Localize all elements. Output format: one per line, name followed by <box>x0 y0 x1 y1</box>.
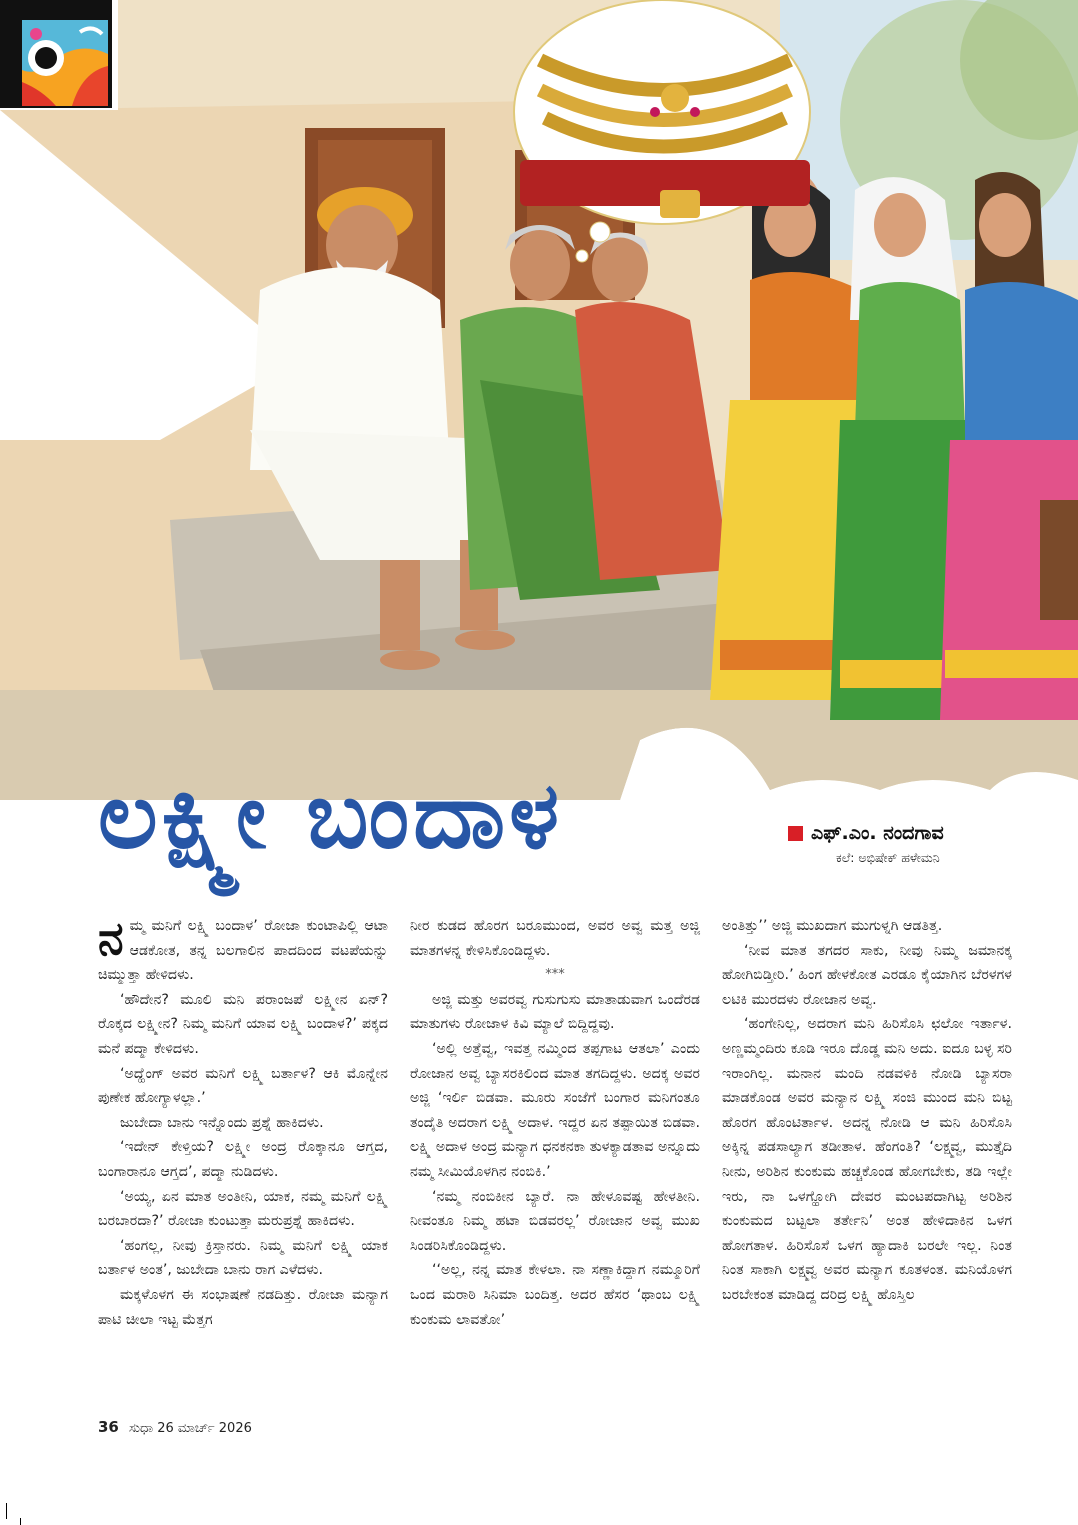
paragraph: ‘‘ಅಲ್ಲ, ನನ್ನ ಮಾತ ಕೇಳಲಾ. ನಾ ಸಣ್ಣಾಕಿದ್ದಾಗ ನಮ್ಮೂರಿಗೆ ಒಂದ ಮರಾಠಿ ಸಿನಿಮಾ ಬಂದಿತ್ತ. ಅದರ ಹೆಸರ ‘ಥಾಂಬ ಲಕ್ಷ್ಮಿ ಕುಂಕುಮ ಲಾವತೋ’ <box>410 1262 700 1328</box>
page-footer <box>98 1418 252 1436</box>
paragraph: ‘ಅಯ್ಯ, ಏನ ಮಾತ ಅಂತೀನಿ, ಯಾಕ, ನಮ್ಮ ಮನಿಗೆ ಲಕ್ಷ್ಮಿ ಬರಬಾರದಾ?’ ರೋಜಾ ಕುಂಟುತ್ತಾ ಮರುಪ್ರಶ್ನೆ ಹಾಕಿದಳು. <box>98 1188 388 1230</box>
paragraph: ಜುಬೇದಾ ಬಾನು ಇನ್ನೊಂದು ಪ್ರಶ್ನೆ ಹಾಕಿದಳು. <box>120 1114 324 1131</box>
column-2 <box>410 914 700 1332</box>
paragraph: ನೀರ ಕುಡದ ಹೊರಗ ಬರೂಮುಂದ, ಅವರ ಅವ್ವ ಮತ್ತ ಅಜ್ಜಿ ಮಾತಗಳನ್ನ ಕೇಳಿಸಿಕೊಂಡಿದ್ದಳು. <box>410 918 700 959</box>
paragraph: ‘ನಮ್ಮ ನಂಬಿಕೀನ ಬ್ಯಾರೆ. ನಾ ಹೇಳೂವಷ್ಟ ಹೇಳತೀನಿ. ನೀವಂತೂ ನಿಮ್ಮ ಹಟಾ ಬಿಡವರಲ್ಲ’ ರೋಜಾನ ಅವ್ವ ಮುಖ ಸಿಂಡರಿಸಿಕೊಂಡಿದ್ದಳು. <box>410 1188 700 1254</box>
drop-cap: ನ <box>98 911 124 965</box>
paragraph: ಅಂತಿತ್ತು’’ ಅಜ್ಜಿ ಮುಖದಾಗ ಮುಗುಳ್ನಗಿ ಆಡತಿತ್ತ. <box>722 918 943 934</box>
magazine-name: ಸುಧಾ <box>129 1421 154 1436</box>
story-title: ಲಕ್ಷ್ಮೀ ಬಂದಾಳ <box>98 762 564 869</box>
paragraph: ‘ಹಂಗಲ್ಲ, ನೀವು ಕ್ರಿಸ್ತಾನರು. ನಿಮ್ಮ ಮನಿಗೆ ಲಕ್ಷ್ಮಿ ಯಾಕ ಬರ್ತಾಳ ಅಂತ’, ಜುಬೇದಾ ಬಾನು ರಾಗ ಎಳೆದಳು. <box>98 1237 388 1279</box>
column-1 <box>98 911 388 1332</box>
paragraph: ‘ಅದ್ಹೆಂಗ್ ಅವರ ಮನಿಗೆ ಲಕ್ಷ್ಮಿ ಬರ್ತಾಳ? ಆಕಿ ಮೊನ್ನೇನ ಪುಣೇಕ ಹೋಗ್ಯಾಳಲ್ಲಾ.’ <box>98 1065 388 1107</box>
trim-mark <box>6 1503 7 1519</box>
trim-mark <box>20 1518 21 1525</box>
paragraph: ‘ಹಂಗೇನಿಲ್ಲ, ಅದರಾಗ ಮನಿ ಹಿರಿಸೊಸಿ ಛಲೋ ಇರ್ತಾಳ. ಅಣ್ಣಮ್ಮಂದಿರು ಕೂಡಿ ಇರೂ ದೊಡ್ಡ ಮನಿ ಅದು. ಐದೂ ಬಳ್ಳ ಸರಿ ಇರಾಂಗಿಲ್ಲ. ಮನಾನ ಮಂದಿ ನಡವಳಿಕಿ ನೋಡಿ ಬ್ಯಾಸರಾ ಮಾಡಕೊಂಡ ಅವರ ಮನ್ಯಾನ ಲಕ್ಷ್ಮಿ ಸಂಜಿ ಮುಂದ ಮನಿ ಬಿಟ್ಟ ಹೊರಗ ಹೊಂಟಿರ್ತಾಳ. ಅದನ್ನ ನೋಡಿ ಆ ಮನಿ ಹಿರಿಸೊಸಿ ಅಕ್ಕಿನ್ನ ಪಡಸಾಲ್ಯಾಗ ತಡೀತಾಳ. ಹೆಂಗಂತಿ? ‘ಲಕ್ಷ್ಮವ್ವ, ಮುತ್ತೈದಿ ನೀನು, ಅರಿಶಿನ ಕುಂಕುಮ ಹಚ್ಚಕೊಂಡ ಹೋಗಬೇಕು, ತಡಿ ಇಲ್ಲೇ ಇರು, ನಾ ಒಳಗ್ಹೋಗಿ ದೇವರ ಮಂಟಪದಾಗಿಟ್ಟ ಅರಿಶಿನ ಕುಂಕುಮದ ಬಟ್ಟಲಾ ತರ್ತೇನಿ’ ಅಂತ ಹೇಳಿದಾಕಿನ ಒಳಗ ಹೋಗತಾಳ. ಹಿರಿಸೊಸೆ ಒಳಗ ಹ್ಯಾದಾಕಿ ಬರಲೇ ಇಲ್ಲ. ನಿಂತ ನಿಂತ ಸಾಕಾಗಿ ಲಕ್ಷ್ಮವ್ವ ಅವರ ಮನ್ಯಾಗ ಕೂತಳಂತ. ಮನಿಯೊಳಗ ಬರಬೇಕಂತ ಮಾಡಿದ್ದ ದರಿದ್ರ ಲಕ್ಷ್ಮಿ ಹೊಸ್ತಿಲ <box>722 1016 1012 1303</box>
paragraph: ಅಜ್ಜಿ ಮತ್ತು ಅವರವ್ವ ಗುಸುಗುಸು ಮಾತಾಡುವಾಗ ಒಂದೆರಡ ಮಾತುಗಳು ರೋಜಾಳ ಕಿವಿ ಮ್ಯಾಲೆ ಬಿದ್ದಿದ್ದವು. <box>410 991 700 1033</box>
paragraph: ‘ನೀವ ಮಾತ ತಗದರ ಸಾಕು, ನೀವು ನಿಮ್ಮ ಜಮಾನಕ್ಕ ಹೋಗಿಬಿಡ್ತೀರಿ.’ ಹಿಂಗ ಹೇಳಕೋತ ಎರಡೂ ಕೈಯಾಗಿನ ಬೆರಳಗಳ ಲಟಿಕಿ ಮುರದಳು ರೋಜಾನ ಅವ್ವ. <box>722 942 1012 1008</box>
byline <box>788 822 944 844</box>
section-separator: *** <box>545 967 565 983</box>
paragraph: ಮಕ್ಕಳೊಳಗ ಈ ಸಂಭಾಷಣೆ ನಡದಿತ್ತು. ರೋಜಾ ಮನ್ಯಾಗ ಪಾಟಿ ಚೀಲಾ ಇಟ್ಟ ಮೆತ್ತಗ <box>98 1286 388 1328</box>
page-number: 36 <box>98 1418 119 1436</box>
issue-date: 26 ಮಾರ್ಚ್ 2026 <box>157 1421 252 1436</box>
opening-paragraph <box>98 911 388 988</box>
paragraph: ‘ಹೌದೇನ? ಮೂಲಿ ಮನಿ ಪರಾಂಜಪೆ ಲಕ್ಷ್ಮೀನ ಏನ್? ರೊಕ್ಕದ ಲಕ್ಷ್ಮೀನ? ನಿಮ್ಮ ಮನಿಗೆ ಯಾವ ಲಕ್ಷ್ಮಿ ಬಂದಾಳ?’ ಪಕ್ಕದ ಮನೆ ಪದ್ಮಾ ಕೇಳಿದಳು. <box>98 991 388 1057</box>
paragraph: ‘ಇದೇನ್ ಕೇಳ್ತಿಯ? ಲಕ್ಷ್ಮೀ ಅಂದ್ರ ರೊಕ್ಕಾನೂ ಆಗ್ತದ, ಬಂಗಾರಾನೂ ಆಗ್ತದ’, ಪದ್ಮಾ ನುಡಿದಳು. <box>98 1139 388 1180</box>
author-name: ಎಫ್.ಎಂ. ನಂದಗಾವ <box>811 822 944 844</box>
byline-marker <box>788 826 803 841</box>
paragraph: ‘ಅಲ್ಲಿ ಅತ್ತೆವ್ವ, ಇವತ್ತ ನಮ್ಮಿಂದ ತಪ್ಪಗಾಟ ಆತಲಾ’ ಎಂದು ರೋಜಾನ ಅವ್ವ ಬ್ಯಾಸರಕಿಲಿಂದ ಮಾತ ತಗದಿದ್ದಳು. ಅದಕ್ಕ ಅವರ ಅಜ್ಜಿ ‘ಇರ್ಲಿ ಬಿಡವಾ. ಮೂರು ಸಂಜೆಗೆ ಬಂಗಾರ ಮನಿಗಂತೂ ತಂದೈತಿ ಅದರಾಗ ಲಕ್ಷ್ಮಿ ಅದಾಳ. ಇದ್ದರ ಏನ ತಪ್ಪಾಯಿತ ಬಿಡವಾ. ಲಕ್ಷ್ಮಿ ಅದಾಳ ಅಂದ್ರ ಮನ್ಯಾಗ ಧನಕನಕಾ ತುಳಕ್ಯಾಡತಾವ ಅನ್ನೂದು ನಮ್ಮ ಸೀಮಿಯೊಳಗಿನ ನಂಬಿಕಿ.’ <box>410 1040 700 1180</box>
opening-text: ಮ್ಮ ಮನಿಗೆ ಲಕ್ಷ್ಮಿ ಬಂದಾಳ’ ರೋಜಾ ಕುಂಟಾಪಿಲ್ಲಿ ಆಟಾ ಆಡಕೋತ, ತನ್ನ ಬಲಗಾಲಿನ ಪಾದದಿಂದ ವಟಪೆಯನ್ನು ಚಿಮ್ಮುತ್ತಾ ಹೇಳಿದಳು. <box>98 918 388 984</box>
column-3 <box>722 914 1012 1308</box>
artist-credit: ಕಲೆ: ಅಭಿಷೇಕ್ ಹಳೇಮನಿ <box>836 850 940 865</box>
